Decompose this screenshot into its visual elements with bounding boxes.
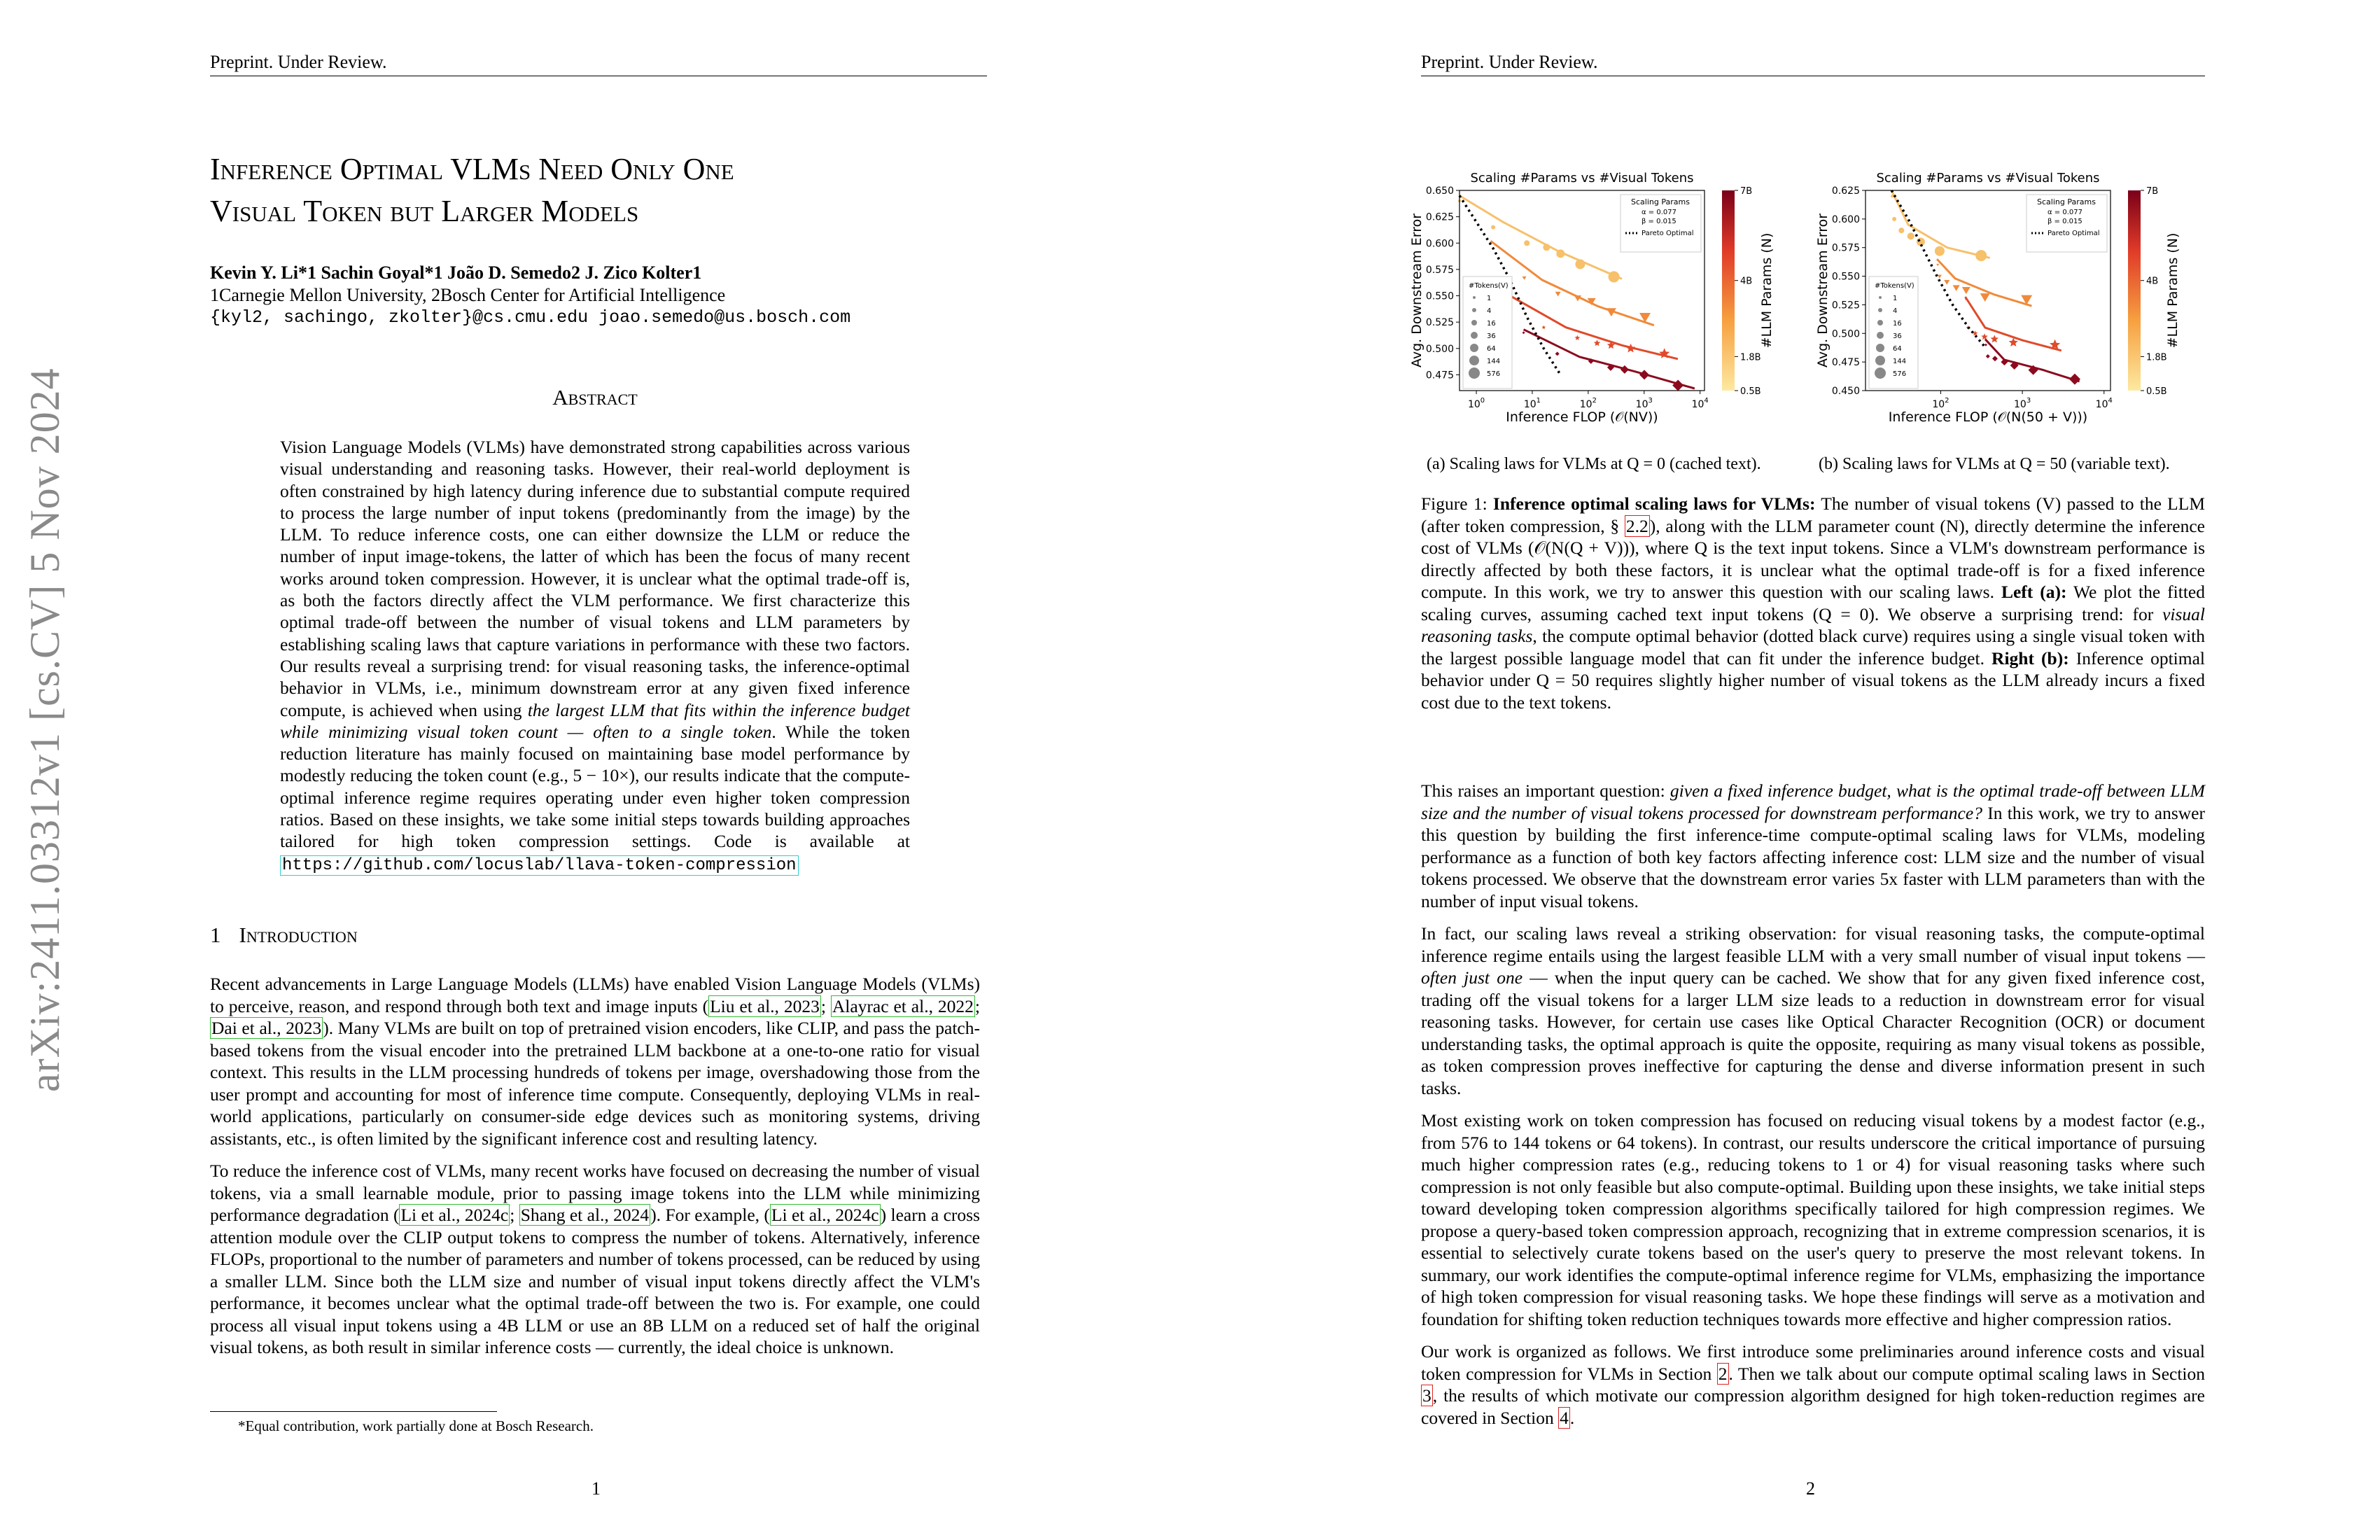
author-block	[210, 262, 980, 329]
y-tick-label: 0.500	[1831, 328, 1860, 340]
fit-curve	[1460, 196, 1622, 279]
data-point	[1555, 351, 1560, 356]
text: . Then we talk about our compute optimal scaling laws in Section	[1728, 1363, 2205, 1384]
abstract-text: Vision Language Models (VLMs) have demonstrated strong capabilities across various visual understanding and reasoning tasks. However, their real-world deployment is often constrained by high latency during inference due to substantial compute required to process the large number of input tokens (predominantly from the image) by the LLM. To reduce inference costs, one can either downsize the LLM or reduce the number of input image-tokens, the latter of which has been the focus of many recent works around token compression. However, it is unclear what the optimal trade-off is, as both the factors directly affect the VLM performance. We first characterize this optimal trade-off between the number of visual tokens and LLM parameters by establishing scaling laws that capture variations in performance with these two factors. Our results reveal a surprising trend: for visual reasoning tasks, the inference-optimal behavior in VLMs, i.e., minimum downstream error at any given fixed inference compute, is achieved when using	[280, 437, 910, 720]
y-tick-label: 0.625	[1425, 211, 1454, 223]
chart-a	[1407, 161, 1785, 441]
x-tick-label: $10^4$	[2095, 397, 2113, 410]
section-ref-link[interactable]: 2	[1718, 1363, 1728, 1384]
y-tick-label: 0.550	[1425, 290, 1454, 302]
emphasis: often just one	[1421, 967, 1523, 988]
legend-item-label: 16	[1487, 320, 1496, 328]
footnote: *Equal contribution, work partially done at Bosch Research.	[238, 1418, 594, 1434]
data-point	[1981, 333, 1988, 340]
running-header: Preprint. Under Review.	[1421, 52, 1598, 72]
data-point	[1935, 246, 1945, 256]
y-tick-label: 0.500	[1425, 343, 1454, 355]
section-number: 1	[210, 923, 221, 947]
text: ). For example, (	[650, 1205, 770, 1225]
legend-marker	[1472, 308, 1476, 312]
y-tick-label: 0.600	[1831, 214, 1860, 225]
data-point	[1620, 365, 1629, 374]
legend-title: #Tokens(V)	[1469, 282, 1508, 290]
legend-marker	[1878, 308, 1882, 312]
legend-marker	[1877, 332, 1884, 339]
text: In this work, we try to answer this question by building the first inference-time compute-optimal scaling laws for VLMs, modeling performance as a function of both key factors affecting inference cost: LLM size and the number of visual tokens processed. We observe that the downstream error varies 5x faster with LLM parameters than with the number of input visual tokens.	[1421, 802, 2205, 911]
y-tick-label: 0.550	[1831, 271, 1860, 283]
data-point	[1936, 264, 1939, 266]
text: To reduce the inference cost of VLMs, many recent works have focused on decreasing the number of visual tokens, via a small learnable module, prior to passing image tokens into the LLM while minimizing performance degradation (	[210, 1161, 980, 1225]
section-ref-link[interactable]: 4	[1560, 1407, 1569, 1428]
x-tick-label: $10^0$	[1467, 397, 1485, 410]
intro-paragraph-2: To reduce the inference cost of VLMs, many recent works have focused on decreasing the number of visual tokens, via a small learnable module, prior to passing image tokens into the LLM while minimizing performance degradation (Li et al., 2024c; Shang et al., 2024). For example, (Li et al., 2024c) learn a cross attention module over the CLIP output tokens to compress the number of tokens. Alternatively, inference FLOPs, proportional to the number of parameters and number of tokens processed, can be reduced by using a smaller LLM. Since both the LLM size and number of visual input tokens directly affect the VLM's performance, it becomes unclear what the optimal trade-off between the two is. For example, one could process all visual input tokens using a 4B LLM or use an 8B LLM on a reduced set of half the original visual tokens, as both result in similar inference costs — currently, the ideal choice is unknown.	[210, 1161, 980, 1357]
data-point	[1953, 285, 1960, 291]
citation-link[interactable]: Shang et al., 2024	[520, 1205, 650, 1225]
legend-marker	[1473, 296, 1476, 299]
fit-curve	[1491, 241, 1654, 325]
colorbar-tick-label: 1.8B	[1740, 352, 1761, 363]
text: We plot the fitted scaling curves, assuming cached text input tokens (Q = 0). We observe a surprising trend: for	[1421, 582, 2205, 624]
text: This raises an important question:	[1421, 780, 1670, 801]
data-point	[1626, 344, 1635, 353]
legend-pareto: Pareto Optimal	[2047, 230, 2100, 237]
legend-tokens	[1869, 276, 1918, 388]
data-point	[1522, 276, 1527, 280]
colorbar-tick-label: 4B	[1740, 276, 1753, 287]
paragraph	[1421, 780, 2205, 912]
author-emails: {kyl2, sachingo, zkolter}@cs.cmu.edu joao.semedo@us.bosch.com	[210, 307, 851, 328]
paper-title	[210, 148, 980, 232]
legend-item-label: 1	[1487, 295, 1492, 302]
legend-item-label: 36	[1487, 332, 1496, 340]
colorbar-tick-label: 7B	[1740, 186, 1753, 197]
chart-title: Scaling #Params vs #Visual Tokens	[1470, 171, 1694, 186]
legend-marker	[1877, 320, 1883, 326]
subcaption-a: (a) Scaling laws for VLMs at Q = 0 (cached text).	[1427, 455, 1761, 473]
legend-marker	[1471, 320, 1477, 326]
legend-tokens	[1463, 276, 1512, 388]
colorbar	[1722, 186, 1774, 397]
legend-marker	[1875, 356, 1885, 365]
text: — when the input query can be cached. We show that for any given fixed inference cost, trading off the visual tokens for a larger LLM size leads to a reduction in downstream error for visual reasoning tasks. However, for certain use cases like Optical Character Recognition (OCR) or document understanding tasks, the optimal approach is quite the opposite, requiring as many visual tokens as possible, as token compression proves ineffective for capturing the dense and diverse information present in such tasks.	[1421, 967, 2205, 1098]
text: ), along with the LLM parameter count (N), directly determine the inference cost of VLMs (𝒪(N(Q + V))), where Q is the text input tokens. Since a VLM's downstream performance is directly affected by both these factors, it is unclear what the optimal trade-off is for a fixed inference compute. In this work, we try to answer this question with our scaling laws.	[1421, 515, 2205, 602]
legend-pareto: Pareto Optimal	[1642, 230, 1694, 237]
citation-link[interactable]: Liu et al., 2023	[710, 995, 820, 1016]
citation-link[interactable]: Alayrac et al., 2022	[832, 995, 974, 1016]
legend-marker	[1469, 368, 1480, 379]
chart-b	[1813, 161, 2191, 441]
text: .	[1569, 1407, 1575, 1428]
legend-marker	[1469, 356, 1479, 365]
data-point	[1892, 217, 1896, 221]
data-point	[1907, 232, 1914, 239]
data-point	[1556, 249, 1564, 258]
legend-marker	[1875, 368, 1886, 379]
abstract-body	[280, 436, 910, 876]
data-point	[1491, 225, 1495, 230]
citation-link[interactable]: Li et al., 2024c	[400, 1205, 509, 1225]
data-point	[1984, 344, 1987, 346]
emphasis: given a fixed inference budget, what is the optimal trade-off between LLM size and the number of visual tokens processed for downstream performance?	[1421, 780, 2205, 823]
data-point	[1575, 335, 1581, 340]
page-number: 2	[1806, 1478, 1815, 1499]
colorbar-label: #LLM Params (N)	[1759, 232, 1774, 349]
text: Inference optimal behavior under Q = 50 requires slightly higher number of visual tokens as the LLM already incurs a fixed cost due to the text tokens.	[1421, 648, 2205, 713]
data-point	[1541, 326, 1546, 329]
legend-item-label: 64	[1893, 345, 1902, 353]
data-point	[1575, 259, 1585, 269]
data-point	[1594, 340, 1601, 346]
legend-alpha: α = 0.077	[1642, 209, 1676, 216]
data-point	[1986, 354, 1990, 358]
colorbar-gradient	[1722, 190, 1735, 391]
y-axis-label: Avg. Downstream Error	[1409, 213, 1424, 368]
legend-item-label: 16	[1893, 320, 1902, 328]
introduction-body	[210, 973, 980, 1369]
intro-paragraph-1: Recent advancements in Large Language Models (LLMs) have enabled Vision Language Models (VLMs) to perceive, reason, and respond through both text and image inputs (Liu et al., 2023; Alayrac et al., 2022; Dai et al., 2023). Many VLMs are built on top of pretrained vision encoders, like CLIP, and pass the patch-based tokens from the visual encoder into the pretrained LLM backbone at a one-to-one ratio for visual context. This results in the LLM processing hundreds of tokens per image, overshadowing those from the user prompt and accounting for most of inference time compute. Consequently, deploying VLMs in real-world applications, particularly on consumer-side edge devices such as monitoring systems, driving assistants, etc., is often limited by the significant inference cost and resulting latency.	[210, 974, 980, 1149]
data-point	[1543, 244, 1550, 251]
data-point	[1609, 271, 1620, 282]
legend-beta: β = 0.015	[2047, 218, 2082, 225]
legend-scaling	[2026, 195, 2107, 252]
data-point	[1555, 292, 1561, 297]
data-point	[1672, 379, 1684, 391]
section-ref-link[interactable]: 3	[1422, 1385, 1432, 1406]
legend-alpha: α = 0.077	[2047, 209, 2082, 216]
text: ). Many VLMs are built on top of pretrained vision encoders, like CLIP, and pass the patch-based tokens from the visual encoder into the pretrained LLM backbone at a one-to-one ratio for visual context. This results in the LLM processing hundreds of tokens per image, overshadowing those from the user prompt and accounting for most of inference time compute. Consequently, deploying VLMs in real-world applications, particularly on consumer-side edge devices such as monitoring systems, driving assistants, etc., is often limited by the significant inference cost and resulting latency.	[210, 1018, 980, 1149]
data-point	[1991, 335, 1998, 343]
footnote-rule	[210, 1411, 497, 1412]
text: The number of visual tokens (V) passed to the LLM (after token compression, §	[1421, 493, 2205, 536]
x-tick-label: $10^3$	[2013, 397, 2031, 410]
colorbar	[2128, 186, 2180, 397]
data-point	[1938, 274, 1942, 278]
legend-item-label: 64	[1487, 345, 1496, 353]
subcaption-b: (b) Scaling laws for VLMs at Q = 50 (variable text).	[1819, 455, 2170, 473]
y-tick-label: 0.600	[1425, 238, 1454, 250]
x-tick-label: $10^1$	[1523, 397, 1541, 410]
colorbar-tick-label: 7B	[2146, 186, 2159, 197]
text: , the compute optimal behavior (dotted black curve) requires using a single visual token with the largest possible language model that can fit under the inference budget.	[1421, 626, 2205, 668]
data-point	[1891, 195, 1893, 197]
data-point	[1962, 287, 1970, 294]
y-tick-label: 0.575	[1831, 242, 1860, 254]
colorbar-tick-label: 1.8B	[2146, 352, 2167, 363]
data-point	[1639, 370, 1649, 379]
legend-marker	[1470, 344, 1478, 352]
legend-marker	[1876, 344, 1884, 352]
y-tick-label: 0.450	[1831, 386, 1860, 397]
section-title: Introduction	[239, 923, 358, 947]
section-ref-link[interactable]: 2.2	[1625, 515, 1648, 536]
abstract-heading: Abstract	[552, 385, 638, 410]
data-point	[1522, 331, 1525, 334]
caption-bold: Inference optimal scaling laws for VLMs:	[1492, 493, 1816, 514]
colorbar-tick-label: 0.5B	[1740, 386, 1761, 397]
legend-item-label: 144	[1893, 358, 1907, 365]
citation-link[interactable]: Li et al., 2024c	[771, 1205, 879, 1225]
data-point	[1980, 293, 1990, 302]
y-tick-label: 0.625	[1831, 186, 1860, 197]
y-tick-label: 0.575	[1425, 264, 1454, 276]
data-point	[1944, 280, 1949, 285]
page2-body	[1421, 780, 2205, 1439]
abstract-emphasis: the largest LLM that fits within the inference budget while minimizing visual token count — often to a single token	[280, 699, 911, 742]
caption-emphasis: visual reasoning tasks	[1421, 603, 2205, 646]
abstract-text-cont: . While the token reduction literature has mainly focused on maintaining base model performance by modestly reducing the token count (e.g., 5 − 10×), our results indicate that the compute-optimal inference regime requires operating under even higher token compression ratios. Based on these insights, we take some initial steps towards building approaches tailored for high token compression settings. Code is available at	[280, 721, 910, 852]
data-point	[1898, 227, 1904, 233]
running-header: Preprint. Under Review.	[210, 52, 387, 72]
legend-scaling	[1620, 195, 1701, 252]
title-line-1: Inference Optimal VLMs Need Only One	[210, 152, 734, 186]
x-tick-label: $10^3$	[1635, 397, 1653, 410]
affiliations: 1Carnegie Mellon University, 2Bosch Center for Artificial Intelligence	[210, 285, 726, 305]
page-number: 1	[592, 1478, 601, 1499]
figure-label: Figure 1:	[1421, 493, 1488, 514]
legend-beta: β = 0.015	[1642, 218, 1676, 225]
paragraph	[1421, 1340, 2205, 1429]
legend-title: Scaling Params	[1631, 197, 1690, 206]
text: Recent advancements in Large Language Models (LLMs) have enabled Vision Language Models (VLMs) to perceive, reason, and respond through both text and image inputs (	[210, 974, 980, 1016]
author-names: Kevin Y. Li*1 Sachin Goyal*1 João D. Semedo2 J. Zico Kolter1	[210, 262, 702, 283]
section-heading-introduction	[210, 923, 358, 948]
legend-item-label: 576	[1487, 370, 1501, 378]
data-point	[1992, 356, 1998, 361]
legend-marker	[1471, 332, 1478, 339]
data-point	[1524, 240, 1530, 246]
y-axis-label: Avg. Downstream Error	[1815, 213, 1830, 368]
text: , the results of which motivate our compression algorithm designed for high token-reduction regimes are covered in Section	[1421, 1385, 2205, 1428]
colorbar-label: #LLM Params (N)	[2165, 232, 2180, 349]
paragraph: Most existing work on token compression has focused on reducing visual tokens by a modest factor (e.g., from 576 to 144 tokens or 64 tokens). In contrast, our results underscore the critical importance of pursuing much higher compression rates (e.g., reducing tokens to 1 or 4) for visual reasoning tasks where such compression is not only feasible but also compute-optimal. Building upon these insights, we take initial steps toward developing token compression algorithms specifically tailored for high compression regimes. We propose a query-based token compression approach, recognizing that in extreme compression scenarios, it is essential to selectively curate tokens based on the user's query to preserve the most relevant tokens. In summary, our work identifies the compute-optimal inference regime for VLMs, emphasizing the importance of high token compression for visual reasoning tasks. We hope these findings will serve as a motivation and foundation for shifting token reduction techniques towards more effective and higher compression ratios.	[1421, 1110, 2205, 1329]
legend-item-label: 576	[1893, 370, 1907, 378]
legend-title: Scaling Params	[2037, 197, 2096, 206]
x-tick-label: $10^2$	[1932, 397, 1949, 410]
caption-bold: Left (a):	[2001, 582, 2067, 602]
legend-item-label: 4	[1487, 307, 1492, 315]
data-point	[1975, 250, 1987, 261]
text: In fact, our scaling laws reveal a striking observation: for visual reasoning tasks, the compute-optimal inference regime entails using the largest feasible LLM with a very small number of visual input tokens —	[1421, 923, 2205, 966]
colorbar-tick-label: 4B	[2146, 276, 2159, 287]
x-axis-label: Inference FLOP (𝒪(NV))	[1506, 410, 1658, 425]
legend-item-label: 144	[1487, 358, 1501, 365]
text: Our work is organized as follows. We first introduce some preliminaries around inference costs and visual token compression for VLMs in Section	[1421, 1341, 2205, 1384]
y-tick-label: 0.525	[1831, 300, 1860, 312]
legend-item-label: 4	[1893, 307, 1898, 315]
caption-bold: Right (b):	[1991, 648, 2069, 668]
colorbar-gradient	[2128, 190, 2141, 391]
y-tick-label: 0.525	[1425, 317, 1454, 329]
legend-title: #Tokens(V)	[1875, 282, 1914, 290]
arxiv-identifier: arXiv:2411.03312v1 [cs.CV] 5 Nov 2024	[22, 368, 68, 1092]
figure-caption	[1421, 493, 2205, 713]
fit-curve	[1985, 340, 2080, 382]
colorbar-tick-label: 0.5B	[2146, 386, 2167, 397]
y-tick-label: 0.475	[1425, 370, 1454, 382]
x-axis-label: Inference FLOP (𝒪(N(50 + V)))	[1888, 410, 2088, 425]
citation-link[interactable]: Dai et al., 2023	[211, 1018, 322, 1038]
paragraph	[1421, 923, 2205, 1099]
title-line-2: Visual Token but Larger Models	[210, 194, 639, 228]
x-tick-label: $10^4$	[1691, 397, 1709, 410]
y-tick-label: 0.475	[1831, 357, 1860, 369]
y-tick-label: 0.650	[1425, 186, 1454, 197]
x-tick-label: $10^2$	[1579, 397, 1597, 410]
legend-item-label: 1	[1893, 295, 1898, 302]
legend-marker	[1879, 296, 1882, 299]
code-link[interactable]: https://github.com/locuslab/llava-token-compression	[280, 855, 799, 876]
text: ) learn a cross attention module over the CLIP output tokens to compress the number of tokens. Alternatively, inference FLOPs, proportional to the number of parameters and number of tokens processed, can be reduced by using a smaller LLM. Since both the LLM size and number of visual input tokens directly affect the VLM's performance, it becomes unclear what the optimal trade-off between the two is. For example, one could process all visual input tokens using a 4B LLM or use an 8B LLM on a reduced set of half the original visual tokens, as both result in similar inference costs — currently, the ideal choice is unknown.	[210, 1205, 980, 1357]
chart-title: Scaling #Params vs #Visual Tokens	[1876, 171, 2100, 186]
data-point	[2069, 374, 2080, 385]
legend-item-label: 36	[1893, 332, 1902, 340]
